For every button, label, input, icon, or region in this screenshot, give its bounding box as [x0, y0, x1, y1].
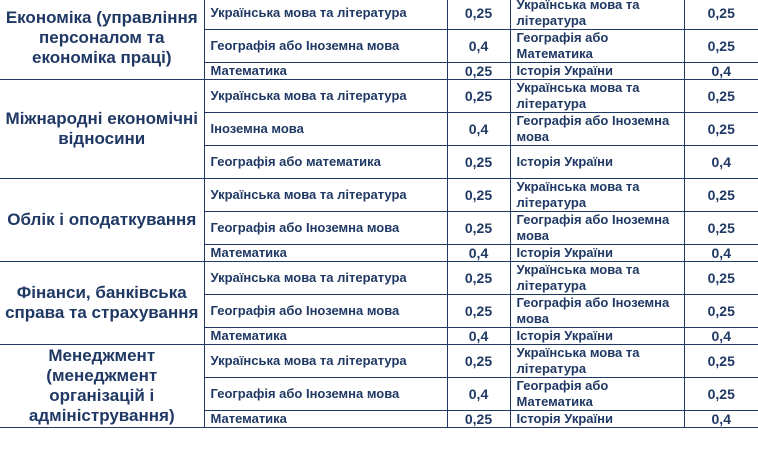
coefficient-cell: 0,4: [684, 146, 758, 179]
coefficient-cell: 0,25: [447, 345, 510, 378]
subject-cell: Історія України: [510, 146, 684, 179]
table-row: [0, 0, 758, 30]
coefficient-cell: 0,25: [447, 146, 510, 179]
subject-cell: Математика: [204, 63, 447, 80]
subject-cell: Географія або математика: [204, 146, 447, 179]
coefficient-cell: 0,25: [684, 295, 758, 328]
subject-cell: Географія або Іноземна мова: [204, 30, 447, 63]
coefficient-cell: 0,4: [684, 63, 758, 80]
specialty-cell: Економіка (управління персоналом та економіка праці): [0, 0, 204, 80]
subject-cell: Математика: [204, 411, 447, 428]
coefficient-cell: 0,4: [684, 245, 758, 262]
coefficient-cell: 0,25: [684, 212, 758, 245]
coefficient-cell: 0,25: [684, 345, 758, 378]
coefficient-cell: 0,25: [684, 80, 758, 113]
subject-cell: Українська мова та література: [510, 262, 684, 295]
subject-cell: Історія України: [510, 245, 684, 262]
table-row: [0, 262, 758, 295]
specialty-cell: Менеджмент (менеджмент організацій і адміністрування): [0, 345, 204, 428]
specialty-cell: Облік і оподаткування: [0, 179, 204, 262]
subject-cell: Географія або Математика: [510, 378, 684, 411]
coefficient-cell: 0,25: [684, 262, 758, 295]
subject-cell: Українська мова та література: [510, 345, 684, 378]
subject-cell: Українська мова та література: [510, 179, 684, 212]
table-row: [0, 345, 758, 378]
subject-cell: Географія або Іноземна мова: [204, 295, 447, 328]
subject-cell: Українська мова та література: [510, 80, 684, 113]
coefficient-cell: 0,4: [684, 411, 758, 428]
coefficient-cell: 0,25: [447, 262, 510, 295]
coefficient-cell: 0,25: [447, 80, 510, 113]
subject-cell: Українська мова та література: [510, 0, 684, 30]
subject-cell: Математика: [204, 328, 447, 345]
subject-cell: Історія України: [510, 63, 684, 80]
coefficient-cell: 0,4: [447, 378, 510, 411]
coefficient-cell: 0,4: [447, 30, 510, 63]
subject-cell: Математика: [204, 245, 447, 262]
coefficient-cell: 0,4: [447, 328, 510, 345]
subject-cell: Історія України: [510, 411, 684, 428]
coefficient-cell: 0,25: [447, 63, 510, 80]
coefficient-cell: 0,25: [684, 0, 758, 30]
coefficient-cell: 0,25: [684, 179, 758, 212]
subject-cell: Українська мова та література: [204, 345, 447, 378]
coefficient-cell: 0,25: [447, 295, 510, 328]
coefficient-cell: 0,25: [684, 378, 758, 411]
coefficient-cell: 0,4: [684, 328, 758, 345]
subject-cell: Українська мова та література: [204, 80, 447, 113]
coefficient-cell: 0,25: [447, 0, 510, 30]
subject-cell: Географія або Іноземна мова: [204, 378, 447, 411]
subject-cell: Географія або Іноземна мова: [510, 212, 684, 245]
coefficient-cell: 0,25: [447, 212, 510, 245]
subject-cell: Українська мова та література: [204, 179, 447, 212]
coefficient-cell: 0,25: [447, 179, 510, 212]
coefficient-cell: 0,25: [684, 30, 758, 63]
table-row: [0, 80, 758, 113]
subject-cell: Історія України: [510, 328, 684, 345]
subject-cell: Українська мова та література: [204, 262, 447, 295]
subject-cell: Географія або Математика: [510, 30, 684, 63]
specialty-cell: Міжнародні економічні відносини: [0, 80, 204, 179]
coefficient-cell: 0,4: [447, 113, 510, 146]
subject-cell: Географія або Іноземна мова: [204, 212, 447, 245]
coefficient-cell: 0,25: [447, 411, 510, 428]
coefficient-cell: 0,25: [684, 113, 758, 146]
subject-cell: Українська мова та література: [204, 0, 447, 30]
coefficient-cell: 0,4: [447, 245, 510, 262]
subject-cell: Географія або Іноземна мова: [510, 113, 684, 146]
subject-cell: Іноземна мова: [204, 113, 447, 146]
table-row: [0, 179, 758, 212]
subject-cell: Географія або Іноземна мова: [510, 295, 684, 328]
specialty-cell: Фінанси, банківська справа та страхування: [0, 262, 204, 345]
